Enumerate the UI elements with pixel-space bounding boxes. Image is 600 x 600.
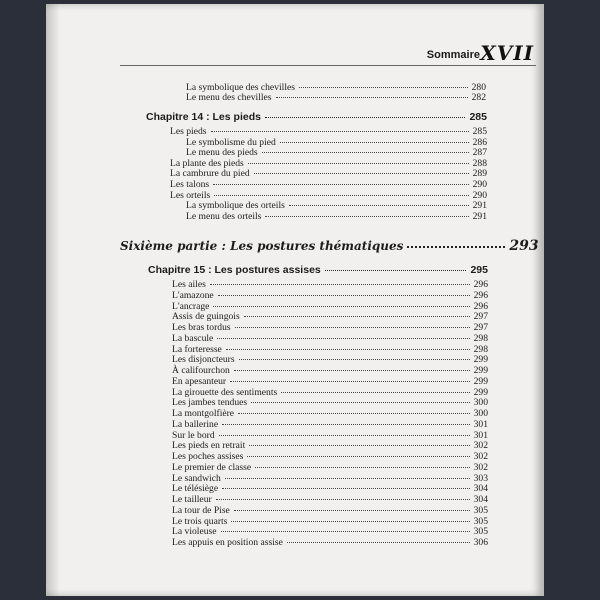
toc-entry <box>170 179 487 190</box>
toc-entry <box>172 462 488 473</box>
leader-dots <box>289 205 469 206</box>
toc-entry <box>172 301 488 312</box>
leader-dots <box>244 316 470 317</box>
leader-dots <box>221 531 470 532</box>
toc-entry-page: 291 <box>472 210 487 222</box>
leader-dots <box>255 467 470 468</box>
toc-entry-title: Les bras tordus <box>172 322 231 333</box>
toc-entry <box>172 440 488 451</box>
toc-entry <box>170 168 487 179</box>
toc-entry <box>186 211 487 222</box>
toc-entry-title: Sur le bord <box>172 429 215 441</box>
toc-entry-title: Assis de guingois <box>172 311 240 323</box>
leader-dots <box>248 163 469 164</box>
leader-dots <box>238 413 470 414</box>
toc-entry-page: 299 <box>473 354 488 366</box>
toc-entry-title: À califourchon <box>172 365 230 376</box>
part-heading: Sixième partie : Les postures thématiques 293 <box>120 238 539 254</box>
toc-entry-page: 297 <box>473 311 488 323</box>
leader-dots <box>222 488 470 489</box>
book-page <box>46 4 544 596</box>
toc-entry <box>172 387 488 398</box>
toc-entry-title: La bascule <box>172 332 214 344</box>
toc-entry-title: La montgolfière <box>172 408 235 419</box>
toc-entry-page: 288 <box>472 157 487 169</box>
leader-dots <box>265 216 468 217</box>
toc-entry-page: 301 <box>473 429 488 441</box>
toc-entry-page: 287 <box>472 147 487 159</box>
toc-entry-page: 289 <box>472 168 487 180</box>
toc-entry <box>172 354 488 365</box>
leader-dots <box>225 478 470 479</box>
toc-entry-title: Le menu des orteils <box>186 210 262 222</box>
leader-dots <box>247 456 469 457</box>
toc-entry-title: La forteresse <box>172 343 222 355</box>
toc-entry <box>172 408 488 419</box>
toc-entry-page: 305 <box>473 526 488 538</box>
toc-entry <box>172 344 488 355</box>
toc-entry-page: 296 <box>473 300 488 312</box>
toc-entry <box>170 126 487 137</box>
toc-entry-page: 302 <box>473 461 488 473</box>
toc-entry <box>172 376 488 387</box>
toc-entry <box>186 147 487 158</box>
toc-entry-page: 298 <box>473 332 488 344</box>
toc-entry <box>170 158 487 169</box>
toc-entry <box>172 494 488 505</box>
toc-entry <box>172 322 488 333</box>
toc-entry-page: 285 <box>472 126 487 137</box>
leader-dots <box>254 173 469 174</box>
leader-dots <box>230 381 470 382</box>
leader-dots <box>234 510 470 511</box>
toc-entry-title: Les orteils <box>170 189 211 201</box>
leader-dots <box>213 184 468 185</box>
header-page-number: XVII <box>480 41 534 65</box>
leader-dots <box>231 521 469 522</box>
toc-entry-page: 291 <box>472 200 487 212</box>
toc-entry-page: 298 <box>473 343 488 355</box>
toc-entry-title: Le premier de classe <box>172 461 252 473</box>
table-of-contents <box>46 4 544 596</box>
toc-entry-title: Les talons <box>170 179 210 190</box>
toc-entry <box>186 200 487 211</box>
toc-entry <box>172 483 488 494</box>
toc-entry <box>172 290 488 301</box>
toc-entry <box>172 419 488 430</box>
toc-entry <box>172 451 488 462</box>
toc-entry-page: 296 <box>473 289 488 301</box>
chapter-heading: Chapitre 15 : Les postures assises 295 <box>148 264 488 276</box>
leader-dots <box>218 295 470 296</box>
leader-dots <box>222 424 470 425</box>
leader-dots <box>214 195 468 196</box>
toc-entry-title: Les ailes <box>172 279 206 290</box>
toc-entry <box>172 311 488 322</box>
toc-entry-page: 304 <box>473 483 488 495</box>
toc-entry-page: 305 <box>473 504 488 516</box>
leader-dots <box>216 499 470 500</box>
toc-entry <box>172 526 488 537</box>
chapter-heading: Chapitre 14 : Les pieds 285 <box>146 111 487 123</box>
toc-entry-page: 305 <box>473 515 488 527</box>
toc-entry-title: La plante des pieds <box>170 157 244 169</box>
toc-entry <box>172 505 488 516</box>
leader-dots <box>211 131 469 132</box>
toc-entry-title: Les pieds en retrait <box>172 440 246 452</box>
toc-entry: La symbolique des chevilles 280 <box>186 82 486 93</box>
toc-entry <box>172 365 488 376</box>
toc-entry-page: 290 <box>472 179 487 190</box>
toc-entry-title: En apesanteur <box>172 375 227 387</box>
toc-entry-page: 300 <box>473 408 488 419</box>
toc-entry <box>172 516 488 527</box>
toc-entry-page: 300 <box>473 397 488 409</box>
leader-dots <box>210 284 470 285</box>
leader-dots <box>239 359 470 360</box>
leader-dots <box>235 327 470 328</box>
toc-entry-page: 304 <box>473 494 488 505</box>
toc-entry-page: 302 <box>473 440 488 452</box>
toc-entry-title: La cambrure du pied <box>170 168 250 180</box>
toc-entry-page: 290 <box>472 189 487 201</box>
leader-dots <box>281 392 469 393</box>
toc-entry-page: 299 <box>473 375 488 387</box>
toc-entry: Le menu des chevilles 282 <box>186 92 486 103</box>
toc-entry-title: La girouette des sentiments <box>172 386 278 398</box>
toc-entry-title: L'ancrage <box>172 300 210 312</box>
toc-entry <box>186 137 487 148</box>
toc-entry-title: Les poches assises <box>172 451 244 462</box>
toc-entry <box>172 473 488 484</box>
leader-dots <box>251 402 469 403</box>
toc-entry-title: Le menu des pieds <box>186 147 258 159</box>
toc-entry <box>172 397 488 408</box>
toc-entry-title: Les pieds <box>170 126 207 137</box>
toc-entry-title: Le télésiège <box>172 483 219 495</box>
toc-entry-title: L'amazone <box>172 289 214 301</box>
toc-entry-page: 296 <box>473 279 488 290</box>
toc-entry-title: Les appuis en position assise <box>172 537 283 548</box>
toc-entry-page: 301 <box>473 418 488 430</box>
leader-dots <box>280 142 469 143</box>
toc-entry <box>172 430 488 441</box>
toc-entry-page: 297 <box>473 322 488 333</box>
toc-entry-title: La violeuse <box>172 526 217 538</box>
leader-dots <box>219 435 470 436</box>
toc-entry-page: 299 <box>473 386 488 398</box>
toc-entry-page: 306 <box>473 537 488 548</box>
toc-entry <box>172 279 488 290</box>
toc-entry-title: Les jambes tendues <box>172 397 248 409</box>
toc-entry-page: 303 <box>473 472 488 484</box>
toc-entry-page: 286 <box>472 136 487 148</box>
toc-entry-title: Le trois quarts <box>172 515 228 527</box>
leader-dots <box>249 445 469 446</box>
toc-entry-title: La symbolique des orteils <box>186 200 285 212</box>
leader-dots <box>287 542 470 543</box>
leader-dots <box>226 349 470 350</box>
leader-dots <box>213 306 469 307</box>
toc-entry-title: Les disjoncteurs <box>172 354 235 366</box>
leader-dots <box>234 370 470 371</box>
leader-dots <box>262 152 469 153</box>
toc-entry-title: Le sandwich <box>172 472 221 484</box>
toc-entry-title: La tour de Pise <box>172 504 230 516</box>
toc-entry-title: La ballerine <box>172 418 219 430</box>
toc-entry <box>172 537 488 548</box>
toc-entry-title: Le symbolisme du pied <box>186 136 276 148</box>
toc-entry <box>172 333 488 344</box>
toc-entry-page: 299 <box>473 365 488 376</box>
leader-dots <box>217 338 469 339</box>
header-section-title: Sommaire <box>426 49 480 61</box>
toc-entry-title: Le tailleur <box>172 494 212 505</box>
toc-entry-page: 302 <box>473 451 488 462</box>
toc-entry <box>170 190 487 201</box>
